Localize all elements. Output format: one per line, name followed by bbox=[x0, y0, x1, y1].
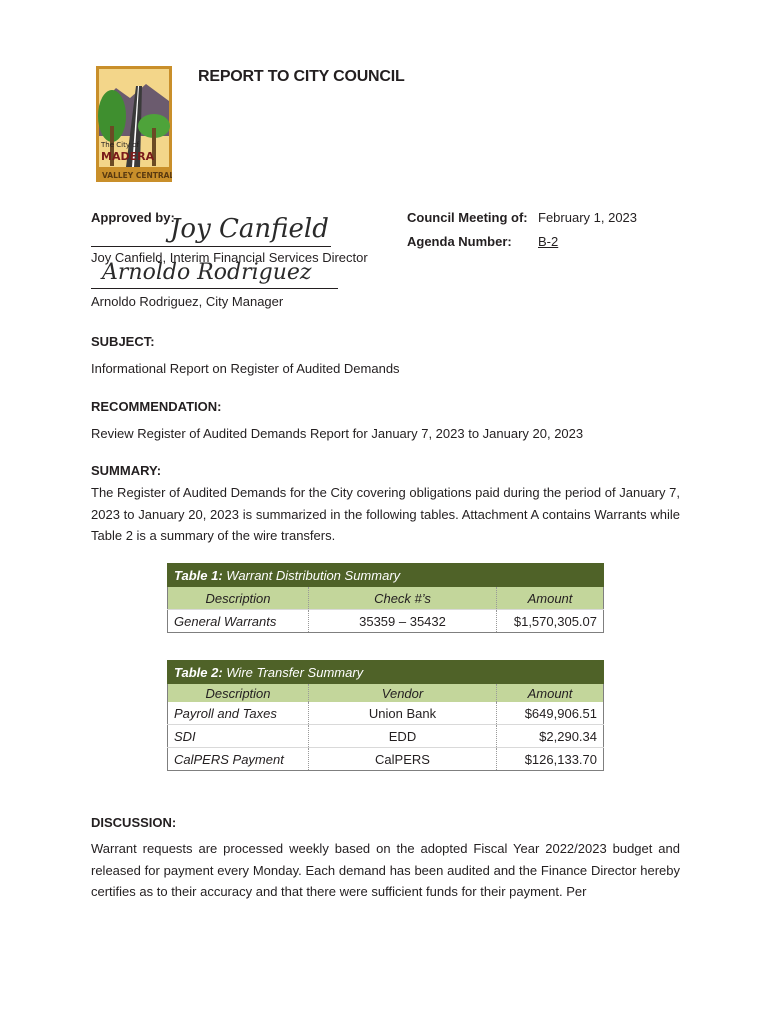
table1-title-row bbox=[168, 564, 604, 587]
summary-heading: SUMMARY: bbox=[91, 463, 162, 478]
signer1-name: Joy Canfield, Interim Financial Services Director bbox=[91, 250, 368, 265]
table-row bbox=[168, 702, 604, 725]
table2-header-description: Description bbox=[168, 684, 309, 703]
table1-row1-amount: $1,570,305.07 bbox=[497, 610, 604, 633]
table2-row2-vendor: EDD bbox=[309, 725, 497, 748]
table1-row1-check: 35359 – 35432 bbox=[309, 610, 497, 633]
subject-heading: SUBJECT: bbox=[91, 334, 155, 349]
table2-row3-amount: $126,133.70 bbox=[497, 748, 604, 771]
table1-title-cell bbox=[168, 564, 604, 587]
discussion-heading: DISCUSSION: bbox=[91, 815, 177, 830]
discussion-text: Warrant requests are processed weekly based on the adopted Fiscal Year 2022/2023 budget and released for payment every Monday. Each demand has been audited and the Finance Director hereby certifies as to their accuracy and that there were sufficient funds for their payment. Per bbox=[91, 841, 680, 899]
table2-title: Wire Transfer Summary bbox=[226, 664, 364, 680]
table1-header-check: Check #’s bbox=[309, 587, 497, 610]
table2-row3-description: CalPERS Payment bbox=[168, 748, 309, 771]
council-meeting-label: Council Meeting of: bbox=[407, 210, 528, 225]
report-title: REPORT TO CITY COUNCIL bbox=[198, 68, 405, 85]
table2-row1-description: Payroll and Taxes bbox=[168, 702, 309, 725]
agenda-number-value: B-2 bbox=[538, 234, 559, 249]
signature-joy-canfield: Joy Canfield bbox=[170, 214, 329, 244]
logo-line1: The City of bbox=[101, 141, 139, 149]
table2-row1-amount: $649,906.51 bbox=[497, 702, 604, 725]
table2-row1-vendor: Union Bank bbox=[309, 702, 497, 725]
wire-transfer-table bbox=[167, 660, 604, 771]
table-row bbox=[168, 610, 604, 633]
recommendation-heading: RECOMMENDATION: bbox=[91, 399, 222, 414]
summary-text: The Register of Audited Demands for the City covering obligations paid during the period of January 7, 2023 to January 20, 2023 is summarized in the following tables. Attachment A contains Warrants while Table 2 is a summary of the wire transfers. bbox=[91, 485, 680, 543]
signature-line-1 bbox=[91, 246, 331, 247]
table2-title-cell bbox=[168, 661, 604, 684]
table1-header-amount: Amount bbox=[497, 587, 604, 610]
table1-header-row bbox=[168, 587, 604, 610]
city-logo bbox=[96, 66, 172, 182]
table2-row2-amount: $2,290.34 bbox=[497, 725, 604, 748]
subject-text: Informational Report on Register of Audited Demands bbox=[91, 361, 400, 376]
signer2-name: Arnoldo Rodriguez, City Manager bbox=[91, 294, 284, 309]
table2-label: Table 2: bbox=[174, 664, 223, 680]
council-meeting-value: February 1, 2023 bbox=[538, 210, 638, 225]
table1-row1-description: General Warrants bbox=[168, 610, 309, 633]
table2-header-amount: Amount bbox=[497, 684, 604, 703]
logo-line3: VALLEY CENTRAL bbox=[102, 171, 172, 180]
table-row bbox=[168, 748, 604, 771]
agenda-number-label: Agenda Number: bbox=[407, 234, 512, 249]
signature-arnoldo-rodriguez: Arnoldo Rodriguez bbox=[102, 260, 312, 285]
table2-header-vendor: Vendor bbox=[309, 684, 497, 703]
table2-row3-vendor: CalPERS bbox=[309, 748, 497, 771]
table1-title: Warrant Distribution Summary bbox=[226, 567, 401, 583]
logo-line2: MADERA bbox=[101, 150, 155, 163]
madera-logo-graphic bbox=[96, 66, 172, 182]
table1-label: Table 1: bbox=[174, 567, 223, 583]
table2-title-row bbox=[168, 661, 604, 684]
table1-header-description: Description bbox=[168, 587, 309, 610]
table-row bbox=[168, 725, 604, 748]
recommendation-text: Review Register of Audited Demands Report for January 7, 2023 to January 20, 2023 bbox=[91, 426, 584, 441]
warrant-distribution-table bbox=[167, 563, 604, 633]
signature-line-2 bbox=[91, 288, 338, 289]
table2-header-row bbox=[168, 684, 604, 703]
table2-row2-description: SDI bbox=[168, 725, 309, 748]
approved-by-label: Approved by: bbox=[91, 210, 175, 225]
